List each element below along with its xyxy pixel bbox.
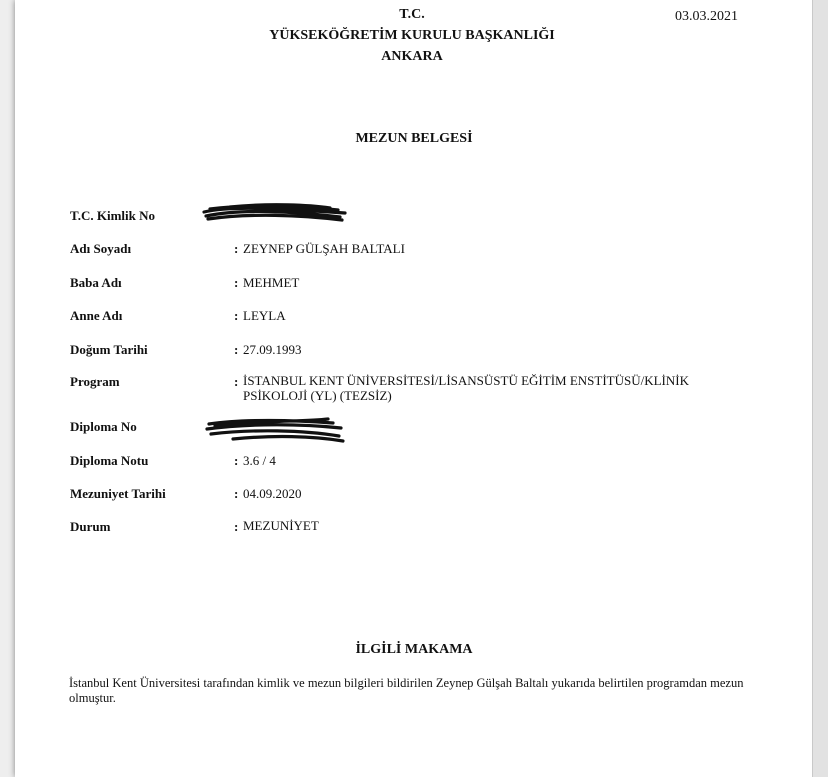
field-value-diploma-notu: 3.6 / 4 [243,453,276,468]
field-label-diploma-notu: Diploma Notu [70,453,149,468]
field-label-tc-kimlik-no: T.C. Kimlik No [70,208,155,223]
field-colon: : [234,241,239,256]
field-colon: : [234,519,239,534]
field-value-dogum-tarihi: 27.09.1993 [243,342,302,357]
field-label-mezuniyet-tarihi: Mezuniyet Tarihi [70,486,166,501]
field-label-baba-adi: Baba Adı [70,275,122,290]
field-value-adi-soyadi: ZEYNEP GÜLŞAH BALTALI [243,241,405,256]
field-label-program: Program [70,374,120,389]
field-colon: : [234,374,239,389]
field-label-durum: Durum [70,519,111,534]
addressee-heading: İLGİLİ MAKAMA [355,642,473,657]
field-value-anne-adi: LEYLA [243,308,286,323]
field-value-mezuniyet-tarihi: 04.09.2020 [243,486,302,501]
field-label-adi-soyadi: Adı Soyadı [70,241,132,256]
header-line-3: ANKARA [381,49,443,64]
header-line-2: YÜKSEKÖĞRETİM KURULU BAŞKANLIĞI [269,28,555,43]
viewer-side-panel [812,0,828,777]
certificate-body-text: İstanbul Kent Üniversitesi tarafından kimlik ve mezun bilgileri bildirilen Zeynep Gülşah Baltalı yukarıda belirtilen programdan mezun olmuştur. [69,676,744,705]
field-colon: : [234,453,239,468]
field-colon: : [234,486,239,501]
field-colon: : [234,342,239,357]
document-title: MEZUN BELGESİ [355,131,473,146]
field-colon: : [234,275,239,290]
document-date: 03.03.2021 [675,9,738,24]
field-label-diploma-no: Diploma No [70,419,137,434]
header-line-1: T.C. [399,7,425,22]
field-label-dogum-tarihi: Doğum Tarihi [70,342,148,357]
redaction-scribble-diploma-no [203,414,348,446]
field-value-baba-adi: MEHMET [243,275,300,290]
field-value-durum: MEZUNİYET [243,518,319,533]
redaction-scribble-tc-kimlik [200,200,350,226]
field-value-program: İSTANBUL KENT ÜNİVERSİTESİ/LİSANSÜSTÜ EĞİTİM ENSTİTÜSÜ/KLİNİK PSİKOLOJİ (YL) (TEZSİZ) [243,373,689,403]
field-colon: : [234,308,239,323]
field-label-anne-adi: Anne Adı [70,308,123,323]
